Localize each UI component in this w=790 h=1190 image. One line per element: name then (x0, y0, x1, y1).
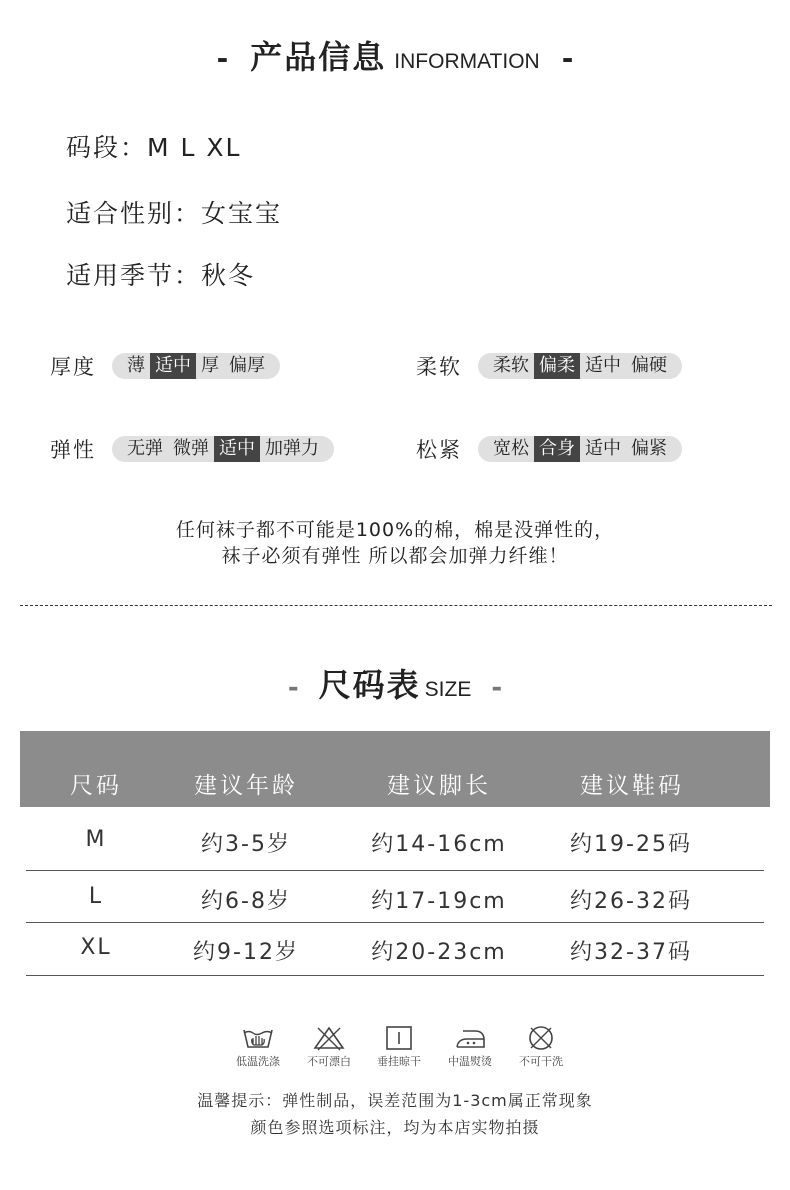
cell-shoe-size: 约19-25码 (570, 832, 692, 857)
care-item-dry-clean (511, 1025, 571, 1069)
season-line: 适用季节：秋冬 (66, 261, 256, 290)
care-label: 中温熨烫 (448, 1055, 492, 1068)
elasticity-scale (112, 436, 334, 462)
softness-option: 柔软 (493, 355, 529, 376)
softness-option: 偏柔 (534, 353, 580, 379)
care-label: 低温洗涤 (236, 1055, 280, 1068)
care-item-bleach (299, 1025, 359, 1069)
thickness-option: 偏厚 (229, 355, 265, 376)
heading-dash-left: - (216, 42, 229, 75)
care-label: 垂挂晾干 (377, 1055, 421, 1068)
cell-foot-length: 约14-16cm (371, 832, 507, 857)
elasticity-option: 微弹 (173, 438, 209, 459)
gender-line: 适合性别：女宝宝 (66, 199, 283, 228)
care-label: 不可漂白 (307, 1055, 351, 1068)
thickness-option: 厚 (201, 355, 219, 376)
tip-line-1: 温馨提示：弹性制品，误差范围为1-3cm属正常现象 (197, 1091, 593, 1110)
product-info-title-en: INFORMATION (394, 50, 540, 73)
attr-elasticity (50, 435, 334, 463)
cell-size: L (88, 884, 104, 909)
note-line-1: 任何袜子都不可能是100%的棉，棉是没弹性的， (175, 519, 615, 541)
size-table-header (20, 731, 770, 807)
attr-softness-label: 柔软 (416, 355, 462, 379)
wash-low-temp-icon (241, 1025, 275, 1051)
thickness-option: 适中 (150, 353, 196, 379)
attr-elasticity-label: 弹性 (50, 438, 96, 462)
cell-size: M (85, 827, 107, 852)
attr-fit-label: 松紧 (416, 438, 462, 462)
size-dash-right: - (491, 673, 503, 703)
table-row (26, 807, 764, 871)
table-row (26, 870, 764, 923)
fit-scale (478, 436, 682, 462)
note-line-2: 袜子必须有弹性 所以都会加弹力纤维！ (221, 545, 569, 567)
care-label: 不可干洗 (519, 1055, 563, 1068)
tip-line-2: 颜色参照选项标注，均为本店实物拍摄 (250, 1118, 540, 1137)
attr-thickness (50, 352, 280, 380)
iron-medium-icon (453, 1025, 487, 1051)
cell-age: 约9-12岁 (193, 940, 299, 965)
cell-shoe-size: 约26-32码 (570, 889, 692, 914)
fit-option: 适中 (585, 438, 621, 459)
no-dry-clean-icon (524, 1025, 558, 1051)
elasticity-option: 适中 (214, 436, 260, 462)
fit-option: 偏紧 (631, 438, 667, 459)
table-row (26, 922, 764, 976)
cell-size: XL (80, 935, 112, 960)
fit-option: 宽松 (493, 438, 529, 459)
size-chart-title-en: SIZE (424, 678, 472, 701)
attr-thickness-label: 厚度 (50, 355, 96, 379)
elasticity-option: 无弹 (127, 438, 163, 459)
cell-age: 约6-8岁 (201, 889, 291, 914)
size-dash-left: - (287, 673, 299, 703)
size-chart-heading (0, 660, 790, 706)
size-chart-title: 尺码表 (318, 666, 421, 704)
fit-option: 合身 (534, 436, 580, 462)
thickness-scale (112, 353, 280, 379)
softness-option: 偏硬 (631, 355, 667, 376)
heading-dash-right: - (561, 42, 574, 75)
attr-fit (416, 435, 682, 463)
attr-softness (416, 352, 682, 380)
elasticity-option: 加弹力 (265, 438, 319, 459)
care-item-wash (228, 1025, 288, 1069)
section-divider (20, 605, 772, 606)
product-info-heading (0, 32, 790, 78)
sizes-line: 码段：M L XL (66, 133, 242, 162)
header-size: 尺码 (70, 773, 122, 799)
no-bleach-icon (312, 1025, 346, 1051)
header-foot-length: 建议脚长 (387, 773, 491, 799)
hang-dry-icon (382, 1025, 416, 1051)
cell-age: 约3-5岁 (201, 832, 291, 857)
care-item-hang (369, 1025, 429, 1069)
cell-foot-length: 约17-19cm (371, 889, 507, 914)
care-item-iron (440, 1025, 500, 1069)
header-age: 建议年龄 (194, 773, 298, 799)
cell-foot-length: 约20-23cm (371, 940, 507, 965)
product-info-title: 产品信息 (250, 38, 387, 76)
cell-shoe-size: 约32-37码 (570, 940, 692, 965)
softness-option: 适中 (585, 355, 621, 376)
thickness-option: 薄 (127, 355, 145, 376)
softness-scale (478, 353, 682, 379)
header-shoe-size: 建议鞋码 (580, 773, 684, 799)
